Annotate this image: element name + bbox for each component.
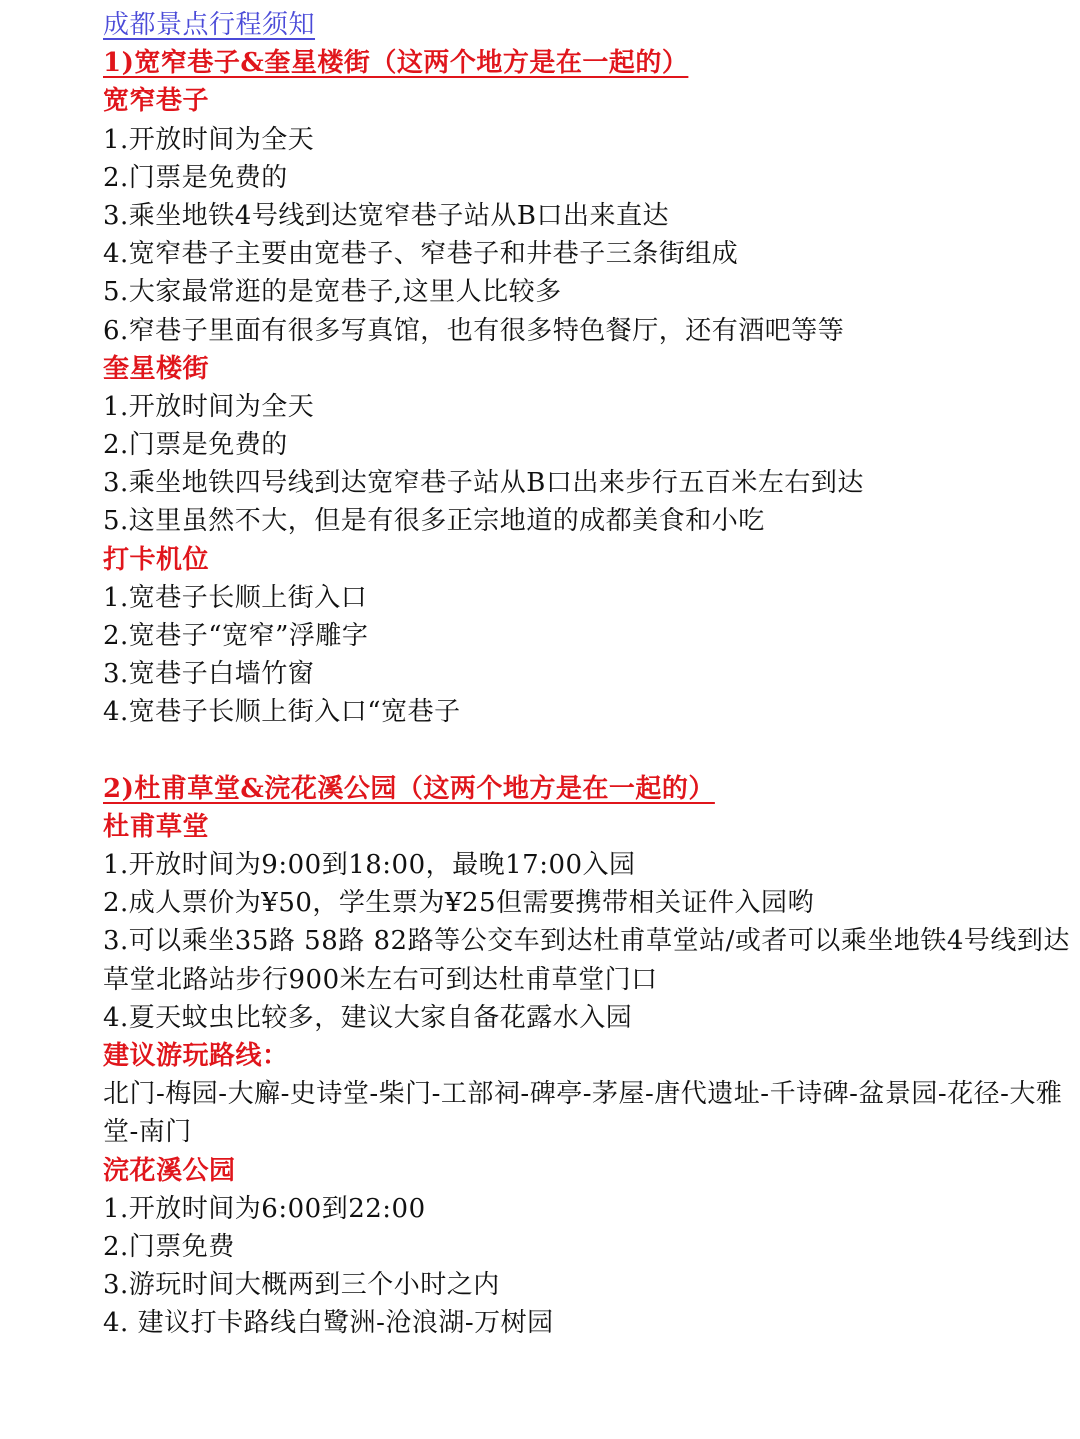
section-kuanzhai-kuixing	[103, 44, 1073, 731]
list-item: 1.开放时间为9:00到18:00，最晚17:00入园	[103, 849, 636, 880]
subsection-heading: 打卡机位	[103, 544, 210, 575]
list-item: 1.开放时间为6:00到22:00	[103, 1193, 426, 1224]
subsection-heading: 建议游玩路线：	[103, 1040, 289, 1071]
list-item: 2.门票是免费的	[103, 430, 288, 461]
section-heading: 2)杜甫草堂&浣花溪公园（这两个地方是在一起的）	[103, 773, 715, 804]
subsection-kuixinglou-street	[103, 350, 1073, 541]
list-item: 4.宽巷子长顺上街入口“宽巷子	[103, 697, 461, 728]
subsection-heading: 奎星楼街	[103, 353, 210, 384]
list-item: 2.成人票价为¥50，学生票为¥25但需要携带相关证件入园哟	[103, 888, 815, 919]
section-dufu-huanhuaxi	[103, 770, 1073, 1343]
list-item: 6.窄巷子里面有很多写真馆，也有很多特色餐厅，还有酒吧等等	[103, 315, 845, 346]
subsection-huanhuaxi-park	[103, 1152, 1073, 1343]
list-item: 1.开放时间为全天	[103, 391, 315, 422]
itinerary-document	[103, 6, 1073, 1342]
list-item: 3.可以乘坐35路 58路 82路等公交车到达杜甫草堂站/或者可以乘坐地铁4号线到达草堂北路站步行900米左右可到达杜甫草堂门口	[103, 926, 1070, 995]
list-item: 5.这里虽然不大，但是有很多正宗地道的成都美食和小吃	[103, 506, 765, 537]
list-item: 4.夏天蚊虫比较多，建议大家自备花露水入园	[103, 1002, 633, 1033]
subsection-dufu-thatched-cottage	[103, 808, 1073, 1037]
list-item: 2.门票是免费的	[103, 162, 288, 193]
list-item: 1.开放时间为全天	[103, 124, 315, 155]
list-item: 2.门票免费	[103, 1231, 235, 1262]
route-text: 北门-梅园-大廨-史诗堂-柴门-工部祠-碑亭-茅屋-唐代遗址-千诗碑-盆景园-花径-大雅堂-南门	[103, 1079, 1063, 1148]
subsection-heading: 杜甫草堂	[103, 811, 210, 842]
section-heading: 1)宽窄巷子&奎星楼街（这两个地方是在一起的）	[103, 48, 689, 79]
list-item: 3.宽巷子白墙竹窗	[103, 659, 315, 690]
subsection-heading: 宽窄巷子	[103, 86, 210, 117]
subsection-heading: 浣花溪公园	[103, 1155, 236, 1186]
subsection-suggested-route	[103, 1037, 1073, 1152]
list-item: 5.大家最常逛的是宽巷子,这里人比较多	[103, 277, 562, 308]
list-item: 4. 建议打卡路线白鹭洲-沧浪湖-万树园	[103, 1308, 554, 1339]
list-item: 3.游玩时间大概两到三个小时之内	[103, 1270, 500, 1301]
document-title: 成都景点行程须知	[103, 10, 316, 40]
subsection-kuanzhai-xiangzi	[103, 82, 1073, 349]
subsection-photo-spots	[103, 541, 1073, 732]
list-item: 1.宽巷子长顺上街入口	[103, 582, 368, 613]
list-item: 3.乘坐地铁4号线到达宽窄巷子站从B口出来直达	[103, 200, 669, 231]
list-item: 4.宽窄巷子主要由宽巷子、窄巷子和井巷子三条街组成	[103, 239, 739, 270]
section-spacer	[103, 732, 1073, 770]
list-item: 2.宽巷子“宽窄”浮雕字	[103, 621, 369, 651]
list-item: 3.乘坐地铁四号线到达宽窄巷子站从B口出来步行五百米左右到达	[103, 468, 864, 499]
